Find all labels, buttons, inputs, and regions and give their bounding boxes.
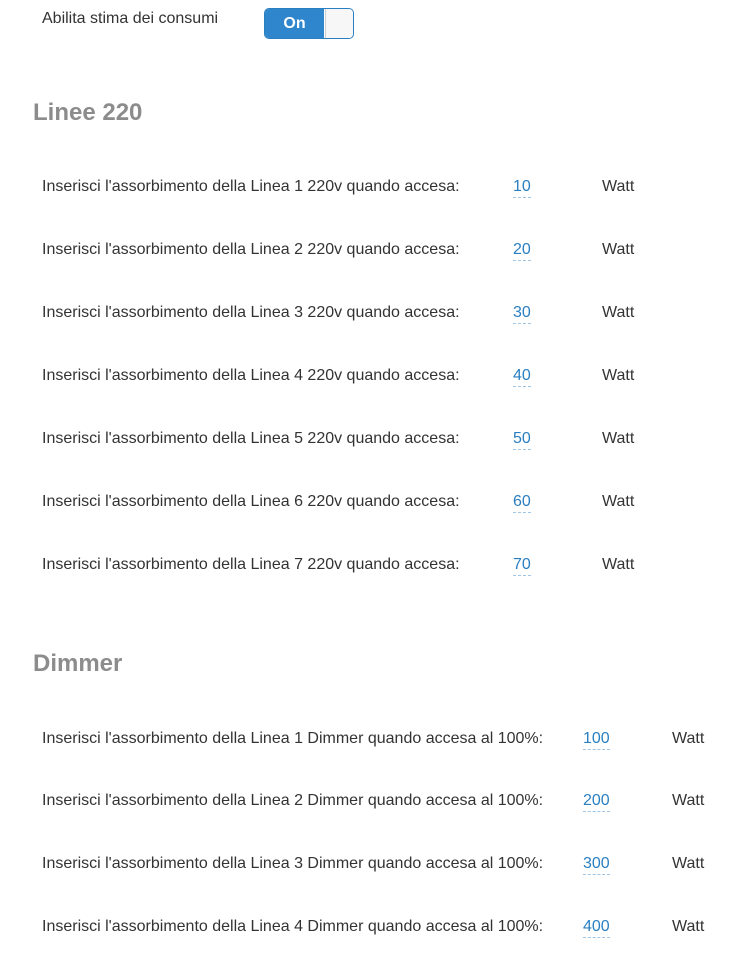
line-row [42,176,722,200]
line-row [42,239,722,263]
dimmer-unit: Watt [672,918,705,935]
dimmer-label: Inserisci l'assorbimento della Linea 3 Dimmer quando accesa al 100%: [42,855,544,872]
line-row [42,428,722,452]
section-title-dimmer: Dimmer [33,650,123,677]
dimmer-row [42,853,722,877]
dimmer-unit: Watt [672,792,705,809]
section-title-linee-220: Linee 220 [33,99,143,126]
toggle-on-label: On [265,9,324,38]
line-label: Inserisci l'assorbimento della Linea 3 220v quando accesa: [42,304,460,321]
line-label: Inserisci l'assorbimento della Linea 2 220v quando accesa: [42,241,460,258]
line-row [42,302,722,326]
line-unit: Watt [602,430,635,447]
line-value-editable[interactable]: 50 [513,430,531,450]
line-label: Inserisci l'assorbimento della Linea 5 220v quando accesa: [42,430,460,447]
dimmer-value-editable[interactable]: 100 [583,730,610,750]
dimmer-value-editable[interactable]: 200 [583,792,610,812]
line-value-editable[interactable]: 20 [513,241,531,261]
line-label: Inserisci l'assorbimento della Linea 6 220v quando accesa: [42,493,460,510]
consumption-estimate-label: Abilita stima dei consumi [42,10,219,27]
line-label: Inserisci l'assorbimento della Linea 4 220v quando accesa: [42,367,460,384]
consumption-estimate-row [42,6,382,42]
dimmer-row [42,916,722,940]
line-value-editable[interactable]: 10 [513,178,531,198]
dimmer-label: Inserisci l'assorbimento della Linea 1 Dimmer quando accesa al 100%: [42,730,544,747]
line-unit: Watt [602,241,635,258]
toggle-knob[interactable] [325,9,353,38]
dimmer-label: Inserisci l'assorbimento della Linea 4 Dimmer quando accesa al 100%: [42,918,544,935]
line-row [42,365,722,389]
line-value-editable[interactable]: 30 [513,304,531,324]
line-row [42,554,722,578]
line-unit: Watt [602,556,635,573]
line-value-editable[interactable]: 70 [513,556,531,576]
dimmer-value-editable[interactable]: 400 [583,918,610,938]
line-row [42,491,722,515]
line-value-editable[interactable]: 60 [513,493,531,513]
line-label: Inserisci l'assorbimento della Linea 1 220v quando accesa: [42,178,460,195]
line-unit: Watt [602,367,635,384]
dimmer-unit: Watt [672,855,705,872]
line-unit: Watt [602,493,635,510]
dimmer-row [42,728,722,752]
line-label: Inserisci l'assorbimento della Linea 7 220v quando accesa: [42,556,460,573]
line-unit: Watt [602,304,635,321]
line-unit: Watt [602,178,635,195]
line-value-editable[interactable]: 40 [513,367,531,387]
dimmer-row [42,790,722,814]
dimmer-value-editable[interactable]: 300 [583,855,610,875]
dimmer-label: Inserisci l'assorbimento della Linea 2 Dimmer quando accesa al 100%: [42,792,544,809]
consumption-estimate-toggle[interactable] [264,8,354,39]
dimmer-unit: Watt [672,730,705,747]
